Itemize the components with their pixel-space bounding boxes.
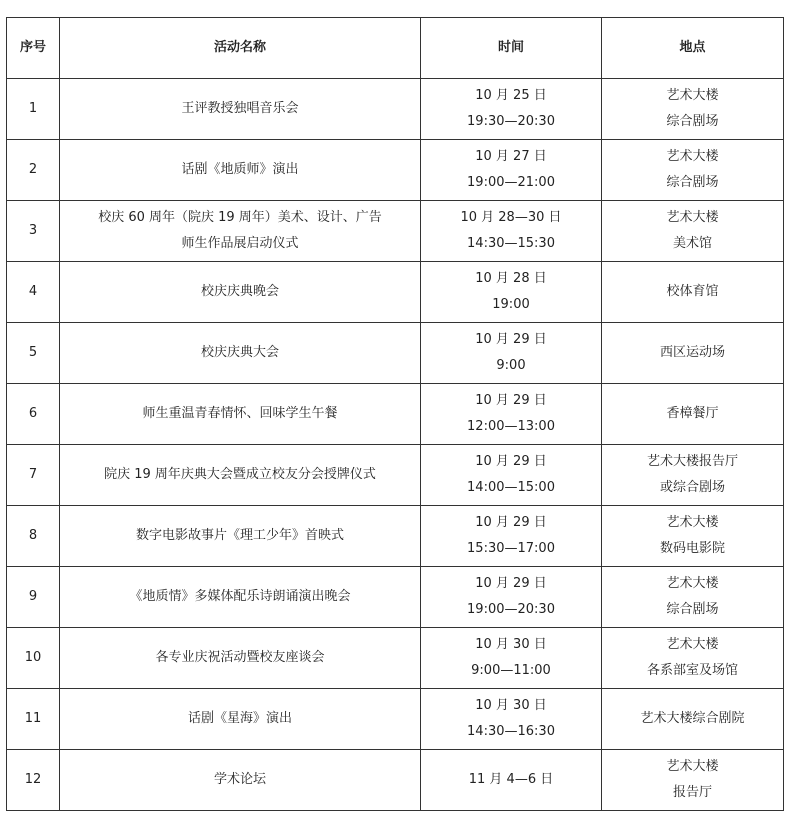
activity-location-line: 艺术大楼: [666, 515, 719, 530]
activity-location-cell: [602, 567, 784, 628]
table-row: [7, 201, 784, 262]
activity-time-cell: [421, 384, 602, 445]
activity-time-line: 10 月 29 日: [475, 332, 547, 347]
row-number: 8: [7, 506, 60, 567]
row-number: 3: [7, 201, 60, 262]
row-number: 10: [7, 628, 60, 689]
activity-location-cell: [602, 262, 784, 323]
activity-time-line: 19:30—20:30: [467, 114, 555, 129]
activity-location-line: 艺术大楼: [666, 149, 719, 164]
activity-location-line: 艺术大楼: [666, 637, 719, 652]
activity-name-line: 师生重温青春情怀、回味学生午餐: [142, 406, 338, 421]
activity-name-cell: [60, 750, 421, 811]
header-time: 时间: [421, 18, 602, 79]
table-row: [7, 262, 784, 323]
activity-time-cell: [421, 628, 602, 689]
activity-time-cell: [421, 79, 602, 140]
activity-location-line: 数码电影院: [659, 541, 725, 556]
row-number: 6: [7, 384, 60, 445]
table-row: [7, 628, 784, 689]
activity-name-line: 学术论坛: [213, 772, 266, 787]
activity-name-line: 王评教授独唱音乐会: [181, 101, 299, 116]
activity-time-cell: [421, 750, 602, 811]
activity-time-cell: [421, 567, 602, 628]
activity-name-line: 话剧《星海》演出: [187, 711, 292, 726]
activity-location-line: 各系部室及场馆: [646, 663, 738, 678]
schedule-table: [6, 17, 784, 811]
table-row: [7, 79, 784, 140]
table-row: [7, 567, 784, 628]
header-row: [7, 18, 784, 79]
table-body: [7, 79, 784, 811]
activity-name-cell: [60, 445, 421, 506]
table-row: [7, 323, 784, 384]
activity-location-line: 艺术大楼: [666, 759, 719, 774]
activity-name-cell: [60, 140, 421, 201]
activity-time-line: 14:30—16:30: [467, 724, 555, 739]
activity-time-line: 9:00: [496, 358, 526, 373]
row-number: 2: [7, 140, 60, 201]
activity-time-line: 9:00—11:00: [471, 663, 551, 678]
activity-location-cell: [602, 506, 784, 567]
activity-location-cell: [602, 689, 784, 750]
activity-location-cell: [602, 201, 784, 262]
activity-name-cell: [60, 689, 421, 750]
activity-time-line: 10 月 29 日: [475, 393, 547, 408]
activity-location-line: 西区运动场: [659, 345, 725, 360]
table-row: [7, 445, 784, 506]
activity-time-cell: [421, 445, 602, 506]
activity-location-line: 艺术大楼综合剧院: [640, 711, 745, 726]
activity-name-line: 校庆庆典晚会: [200, 284, 279, 299]
activity-time-line: 14:00—15:00: [467, 480, 555, 495]
activity-time-line: 19:00: [492, 297, 530, 312]
activity-location-cell: [602, 323, 784, 384]
activity-location-line: 艺术大楼: [666, 88, 719, 103]
activity-time-line: 19:00—20:30: [467, 602, 555, 617]
row-number: 4: [7, 262, 60, 323]
table-row: [7, 140, 784, 201]
activity-time-line: 15:30—17:00: [467, 541, 555, 556]
activity-time-line: 10 月 28—30 日: [460, 210, 562, 225]
activity-name-line: 数字电影故事片《理工少年》首映式: [135, 528, 344, 543]
activity-time-cell: [421, 323, 602, 384]
activity-time-cell: [421, 689, 602, 750]
activity-location-line: 美术馆: [672, 236, 712, 251]
activity-time-line: 10 月 29 日: [475, 454, 547, 469]
activity-time-line: 19:00—21:00: [467, 175, 555, 190]
row-number: 7: [7, 445, 60, 506]
activity-time-line: 10 月 28 日: [475, 271, 547, 286]
activity-location-cell: [602, 140, 784, 201]
activity-name-line: 师生作品展启动仪式: [181, 236, 299, 251]
activity-time-line: 10 月 27 日: [475, 149, 547, 164]
activity-time-cell: [421, 506, 602, 567]
activity-name-cell: [60, 628, 421, 689]
activity-location-line: 报告厅: [672, 785, 712, 800]
activity-location-line: 综合剧场: [666, 602, 719, 617]
activity-location-line: 校体育馆: [666, 284, 719, 299]
row-number: 12: [7, 750, 60, 811]
table-row: [7, 506, 784, 567]
activity-location-line: 综合剧场: [666, 114, 719, 129]
activity-time-line: 12:00—13:00: [467, 419, 555, 434]
activity-location-cell: [602, 445, 784, 506]
activity-name-cell: [60, 79, 421, 140]
activity-time-line: 10 月 30 日: [475, 698, 547, 713]
activity-location-cell: [602, 750, 784, 811]
activity-name-line: 各专业庆祝活动暨校友座谈会: [155, 650, 325, 665]
row-number: 1: [7, 79, 60, 140]
table-row: [7, 689, 784, 750]
activity-name-cell: [60, 384, 421, 445]
activity-time-line: 14:30—15:30: [467, 236, 555, 251]
activity-time-line: 10 月 29 日: [475, 515, 547, 530]
activity-location-line: 艺术大楼: [666, 210, 719, 225]
table-row: [7, 384, 784, 445]
activity-time-line: 10 月 30 日: [475, 637, 547, 652]
activity-name-cell: [60, 201, 421, 262]
activity-time-line: 10 月 25 日: [475, 88, 547, 103]
activity-location-line: 艺术大楼报告厅: [646, 454, 738, 469]
activity-location-line: 综合剧场: [666, 175, 719, 190]
row-number: 5: [7, 323, 60, 384]
row-number: 9: [7, 567, 60, 628]
activity-location-cell: [602, 384, 784, 445]
activity-location-cell: [602, 628, 784, 689]
activity-name-cell: [60, 262, 421, 323]
activity-name-line: 话剧《地质师》演出: [181, 162, 299, 177]
activity-time-cell: [421, 140, 602, 201]
row-number: 11: [7, 689, 60, 750]
header-location: 地点: [602, 18, 784, 79]
activity-location-line: 艺术大楼: [666, 576, 719, 591]
activity-name-line: 院庆 19 周年庆典大会暨成立校友分会授牌仪式: [104, 467, 376, 482]
activity-location-line: 或综合剧场: [659, 480, 725, 495]
activity-name-cell: [60, 323, 421, 384]
activity-time-line: 11 月 4—6 日: [468, 772, 554, 787]
activity-location-cell: [602, 79, 784, 140]
header-activity-name: 活动名称: [60, 18, 421, 79]
activity-name-cell: [60, 506, 421, 567]
activity-name-cell: [60, 567, 421, 628]
activity-time-cell: [421, 262, 602, 323]
activity-name-line: 校庆 60 周年（院庆 19 周年）美术、设计、广告: [98, 210, 382, 225]
activity-name-line: 校庆庆典大会: [200, 345, 279, 360]
table-row: [7, 750, 784, 811]
activity-time-line: 10 月 29 日: [475, 576, 547, 591]
activity-name-line: 《地质情》多媒体配乐诗朗诵演出晚会: [129, 589, 351, 604]
activity-location-line: 香樟餐厅: [666, 406, 719, 421]
activity-time-cell: [421, 201, 602, 262]
header-no: 序号: [7, 18, 60, 79]
